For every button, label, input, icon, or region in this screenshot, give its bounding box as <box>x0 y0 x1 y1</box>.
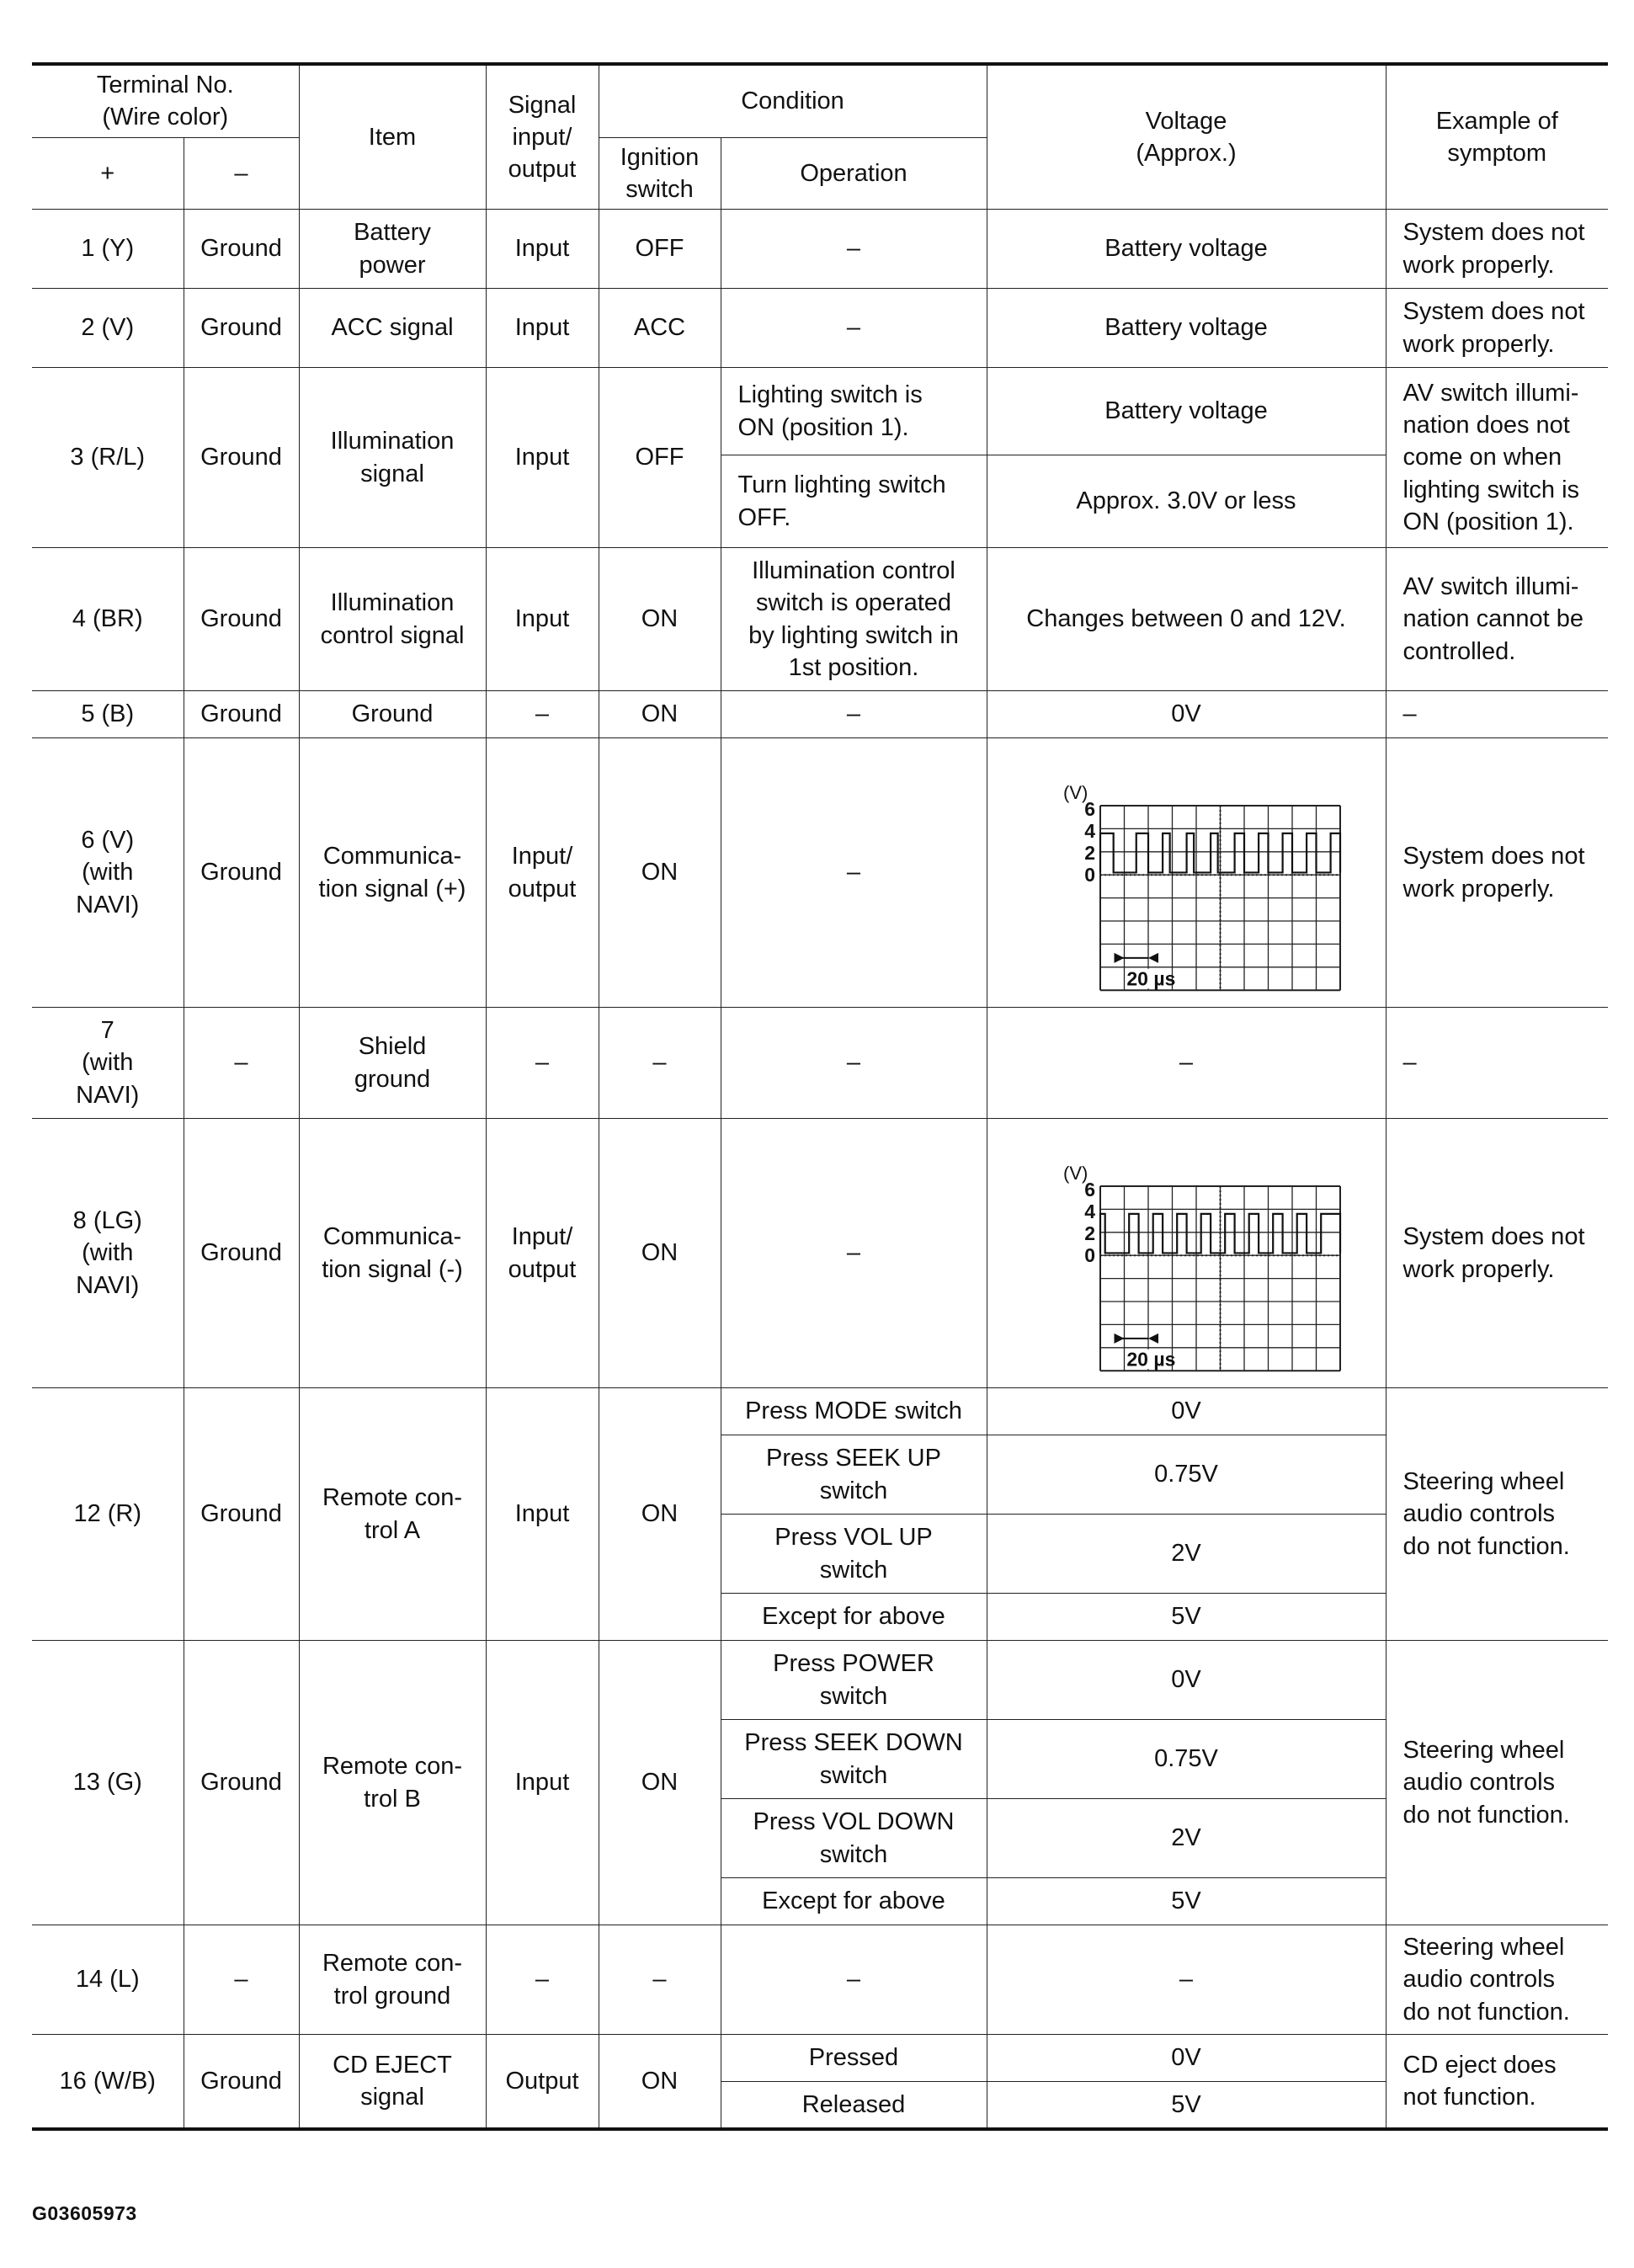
table-row <box>32 1008 1608 1119</box>
waveform-y-tick: 6 <box>1084 1178 1095 1201</box>
table-body <box>32 210 1608 2129</box>
ground-cell: Ground <box>184 368 299 548</box>
ignition-switch-cell: – <box>599 1008 721 1119</box>
operation-cell: – <box>721 691 987 738</box>
terminal-cell: 3 (R/L) <box>32 368 184 548</box>
table-row <box>32 738 1608 1008</box>
header-terminal-no: Terminal No. (Wire color) <box>32 64 299 137</box>
voltage-cell: Changes between 0 and 12V. <box>987 548 1386 691</box>
waveform-y-tick: 4 <box>1084 819 1095 842</box>
oscilloscope-waveform <box>1046 1153 1326 1371</box>
time-scale-arrow <box>1115 952 1125 962</box>
time-scale-arrow <box>1148 1333 1158 1343</box>
signal-io-cell: – <box>486 691 599 738</box>
voltage-waveform-cell <box>987 1119 1386 1388</box>
voltage-cell: 0V <box>987 2035 1386 2082</box>
item-cell: Communica- tion signal (+) <box>299 738 486 1008</box>
item-cell: Ground <box>299 691 486 738</box>
symptom-cell: System does not work properly. <box>1386 210 1608 289</box>
header-item: Item <box>299 64 486 210</box>
ignition-switch-cell: ON <box>599 1119 721 1388</box>
ignition-switch-cell: OFF <box>599 210 721 289</box>
operation-cell: – <box>721 738 987 1008</box>
voltage-cell: Approx. 3.0V or less <box>987 455 1386 548</box>
time-scale-arrow <box>1148 952 1158 962</box>
waveform-time-label: 20 µs <box>1126 967 1176 990</box>
header-signal-io: Signal input/ output <box>486 64 599 210</box>
symptom-cell: Steering wheel audio controls do not function. <box>1386 1388 1608 1641</box>
symptom-cell: – <box>1386 1008 1608 1119</box>
ignition-switch-cell: ON <box>599 1641 721 1925</box>
voltage-cell: 5V <box>987 1878 1386 1925</box>
ignition-switch-cell: ON <box>599 691 721 738</box>
signal-io-cell: Input <box>486 289 599 368</box>
signal-io-cell: Input/ output <box>486 1119 599 1388</box>
header-ignition-switch: Ignition switch <box>599 137 721 210</box>
header-symptom: Example of symptom <box>1386 64 1608 210</box>
voltage-cell: 5V <box>987 2082 1386 2129</box>
header-plus: + <box>32 137 184 210</box>
voltage-cell: 0V <box>987 691 1386 738</box>
item-cell: ACC signal <box>299 289 486 368</box>
signal-io-cell: Output <box>486 2035 599 2129</box>
terminal-cell: 1 (Y) <box>32 210 184 289</box>
header-voltage: Voltage (Approx.) <box>987 64 1386 210</box>
signal-io-cell: Input/ output <box>486 738 599 1008</box>
table-row <box>32 548 1608 691</box>
terminal-cell: 5 (B) <box>32 691 184 738</box>
signal-io-cell: Input <box>486 1641 599 1925</box>
oscilloscope-waveform <box>1046 772 1326 990</box>
voltage-cell: Battery voltage <box>987 368 1386 455</box>
table-row <box>32 210 1608 289</box>
symptom-cell: AV switch illumi- nation does not come on when lighting switch is ON (position 1). <box>1386 368 1608 548</box>
ground-cell: Ground <box>184 2035 299 2129</box>
operation-cell: Press VOL DOWN switch <box>721 1799 987 1878</box>
voltage-cell: 0V <box>987 1641 1386 1720</box>
ground-cell: Ground <box>184 289 299 368</box>
ignition-switch-cell: – <box>599 1925 721 2035</box>
voltage-waveform-cell <box>987 738 1386 1008</box>
ground-cell: – <box>184 1925 299 2035</box>
waveform-unit-label: (V) <box>1063 1162 1088 1184</box>
item-cell: Illumination control signal <box>299 548 486 691</box>
table-row <box>32 368 1608 455</box>
voltage-cell: – <box>987 1008 1386 1119</box>
table-row <box>32 1641 1608 1720</box>
signal-io-cell: Input <box>486 210 599 289</box>
terminal-cell: 13 (G) <box>32 1641 184 1925</box>
operation-cell: Turn lighting switch OFF. <box>721 455 987 548</box>
operation-cell: Press MODE switch <box>721 1388 987 1435</box>
header-operation: Operation <box>721 137 987 210</box>
waveform-y-tick: 4 <box>1084 1200 1095 1222</box>
item-cell: Remote con- trol ground <box>299 1925 486 2035</box>
waveform-y-tick: 0 <box>1084 1243 1095 1266</box>
table-row <box>32 289 1608 368</box>
operation-cell: Illumination control switch is operated by lighting switch in 1st position. <box>721 548 987 691</box>
operation-cell: Except for above <box>721 1594 987 1641</box>
ground-cell: Ground <box>184 691 299 738</box>
symptom-cell: – <box>1386 691 1608 738</box>
table-row <box>32 2035 1608 2082</box>
voltage-cell: 2V <box>987 1799 1386 1878</box>
symptom-cell: System does not work properly. <box>1386 289 1608 368</box>
ground-cell: Ground <box>184 1119 299 1388</box>
symptom-cell: System does not work properly. <box>1386 1119 1608 1388</box>
signal-io-cell: – <box>486 1008 599 1119</box>
voltage-cell: 2V <box>987 1515 1386 1594</box>
operation-cell: – <box>721 210 987 289</box>
ground-cell: Ground <box>184 1641 299 1925</box>
waveform-y-tick: 6 <box>1084 797 1095 820</box>
voltage-cell: – <box>987 1925 1386 2035</box>
table-row <box>32 1388 1608 1435</box>
waveform-time-label: 20 µs <box>1126 1348 1176 1371</box>
terminal-cell: 7 (with NAVI) <box>32 1008 184 1119</box>
terminal-cell: 4 (BR) <box>32 548 184 691</box>
operation-cell: Press VOL UP switch <box>721 1515 987 1594</box>
voltage-cell: Battery voltage <box>987 289 1386 368</box>
operation-cell: Press SEEK UP switch <box>721 1435 987 1515</box>
waveform-y-tick: 0 <box>1084 863 1095 886</box>
header-condition: Condition <box>599 64 987 137</box>
terminal-cell: 16 (W/B) <box>32 2035 184 2129</box>
signal-io-cell: Input <box>486 1388 599 1641</box>
ignition-switch-cell: ON <box>599 1388 721 1641</box>
table-row <box>32 1925 1608 2035</box>
waveform-y-tick: 2 <box>1084 1222 1095 1244</box>
item-cell: Illumination signal <box>299 368 486 548</box>
voltage-cell: 5V <box>987 1594 1386 1641</box>
ground-cell: Ground <box>184 210 299 289</box>
symptom-cell: System does not work properly. <box>1386 738 1608 1008</box>
item-cell: Communica- tion signal (-) <box>299 1119 486 1388</box>
waveform-y-tick: 2 <box>1084 841 1095 864</box>
ignition-switch-cell: ACC <box>599 289 721 368</box>
operation-cell: Released <box>721 2082 987 2129</box>
ground-cell: Ground <box>184 1388 299 1641</box>
voltage-cell: Battery voltage <box>987 210 1386 289</box>
operation-cell: – <box>721 1119 987 1388</box>
signal-io-cell: Input <box>486 548 599 691</box>
voltage-cell: 0.75V <box>987 1720 1386 1799</box>
operation-cell: Press SEEK DOWN switch <box>721 1720 987 1799</box>
item-cell: Battery power <box>299 210 486 289</box>
signal-io-cell: – <box>486 1925 599 2035</box>
ground-cell: Ground <box>184 738 299 1008</box>
terminal-cell: 8 (LG) (with NAVI) <box>32 1119 184 1388</box>
terminal-cell: 12 (R) <box>32 1388 184 1641</box>
item-cell: Remote con- trol A <box>299 1388 486 1641</box>
terminal-cell: 6 (V) (with NAVI) <box>32 738 184 1008</box>
header-minus: – <box>184 137 299 210</box>
item-cell: CD EJECT signal <box>299 2035 486 2129</box>
table-row <box>32 1119 1608 1388</box>
symptom-cell: AV switch illumi- nation cannot be controlled. <box>1386 548 1608 691</box>
operation-cell: Except for above <box>721 1878 987 1925</box>
symptom-cell: Steering wheel audio controls do not function. <box>1386 1925 1608 2035</box>
item-cell: Shield ground <box>299 1008 486 1119</box>
operation-cell: – <box>721 1008 987 1119</box>
ignition-switch-cell: ON <box>599 738 721 1008</box>
operation-cell: Lighting switch is ON (position 1). <box>721 368 987 455</box>
voltage-cell: 0.75V <box>987 1435 1386 1515</box>
ignition-switch-cell: ON <box>599 2035 721 2129</box>
item-cell: Remote con- trol B <box>299 1641 486 1925</box>
ground-cell: Ground <box>184 548 299 691</box>
symptom-cell: Steering wheel audio controls do not function. <box>1386 1641 1608 1925</box>
operation-cell: – <box>721 289 987 368</box>
figure-id: G03605973 <box>32 2202 137 2224</box>
waveform-unit-label: (V) <box>1063 781 1088 803</box>
terminal-cell: 2 (V) <box>32 289 184 368</box>
operation-cell: Press POWER switch <box>721 1641 987 1720</box>
signal-io-cell: Input <box>486 368 599 548</box>
table-row <box>32 691 1608 738</box>
terminal-cell: 14 (L) <box>32 1925 184 2035</box>
operation-cell: – <box>721 1925 987 2035</box>
symptom-cell: CD eject does not function. <box>1386 2035 1608 2129</box>
terminal-inspection-table <box>32 62 1608 2131</box>
voltage-cell: 0V <box>987 1388 1386 1435</box>
ignition-switch-cell: ON <box>599 548 721 691</box>
operation-cell: Pressed <box>721 2035 987 2082</box>
time-scale-arrow <box>1115 1333 1125 1343</box>
ignition-switch-cell: OFF <box>599 368 721 548</box>
ground-cell: – <box>184 1008 299 1119</box>
